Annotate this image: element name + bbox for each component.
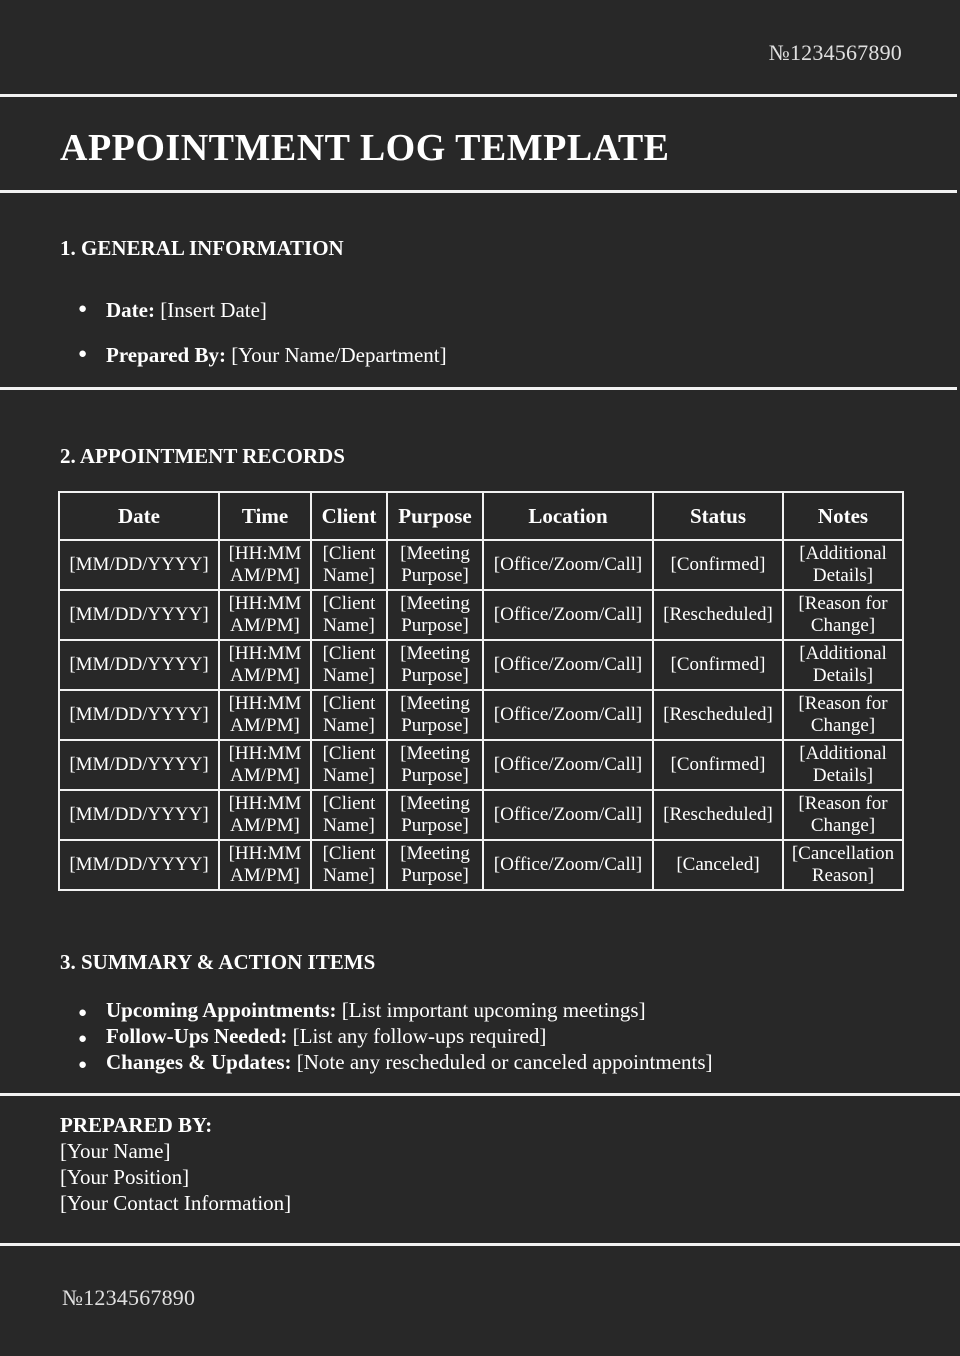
cell-date: [MM/DD/YYYY] [59, 790, 219, 840]
prepared-by-label: PREPARED BY: [60, 1113, 213, 1137]
cell-time: [HH:MM AM/PM] [219, 540, 311, 590]
cell-notes: [Additional Details] [783, 740, 903, 790]
cell-purpose: [Meeting Purpose] [387, 640, 483, 690]
divider [0, 1093, 960, 1096]
column-header-location: Location [483, 492, 653, 540]
cell-purpose: [Meeting Purpose] [387, 740, 483, 790]
cell-time: [HH:MM AM/PM] [219, 590, 311, 640]
cell-location: [Office/Zoom/Call] [483, 590, 653, 640]
preparer-name: [Your Name] [60, 1139, 171, 1163]
table-row [59, 840, 903, 890]
cell-status: [Rescheduled] [653, 690, 783, 740]
cell-purpose: [Meeting Purpose] [387, 690, 483, 740]
cell-notes: [Additional Details] [783, 640, 903, 690]
cell-time: [HH:MM AM/PM] [219, 690, 311, 740]
column-header-client: Client [311, 492, 387, 540]
cell-location: [Office/Zoom/Call] [483, 540, 653, 590]
cell-status: [Canceled] [653, 840, 783, 890]
cell-purpose: [Meeting Purpose] [387, 840, 483, 890]
section-heading-records: 2. APPOINTMENT RECORDS [60, 444, 345, 468]
cell-location: [Office/Zoom/Call] [483, 690, 653, 740]
cell-time: [HH:MM AM/PM] [219, 740, 311, 790]
cell-notes: [Reason for Change] [783, 790, 903, 840]
cell-date: [MM/DD/YYYY] [59, 590, 219, 640]
cell-purpose: [Meeting Purpose] [387, 790, 483, 840]
cell-client: [Client Name] [311, 640, 387, 690]
cell-date: [MM/DD/YYYY] [59, 690, 219, 740]
field-label: Prepared By: [106, 343, 226, 367]
prepared-by-block [60, 1112, 291, 1216]
field-value: [List important upcoming meetings] [336, 998, 646, 1022]
list-item [78, 298, 447, 323]
list-item [78, 343, 447, 368]
cell-client: [Client Name] [311, 790, 387, 840]
field-value: [Note any rescheduled or canceled appointments] [291, 1050, 713, 1074]
cell-client: [Client Name] [311, 690, 387, 740]
cell-notes: [Reason for Change] [783, 590, 903, 640]
section-heading-summary: 3. SUMMARY & ACTION ITEMS [60, 950, 376, 974]
field-value: [List any follow-ups required] [287, 1024, 547, 1048]
cell-client: [Client Name] [311, 540, 387, 590]
preparer-position: [Your Position] [60, 1165, 190, 1189]
table-row [59, 690, 903, 740]
list-item [78, 997, 713, 1023]
document-number-top: №1234567890 [768, 40, 902, 65]
cell-time: [HH:MM AM/PM] [219, 840, 311, 890]
divider [0, 190, 957, 193]
column-header-purpose: Purpose [387, 492, 483, 540]
appointment-table [58, 491, 904, 891]
cell-date: [MM/DD/YYYY] [59, 540, 219, 590]
cell-time: [HH:MM AM/PM] [219, 640, 311, 690]
cell-location: [Office/Zoom/Call] [483, 790, 653, 840]
cell-client: [Client Name] [311, 590, 387, 640]
field-label: Upcoming Appointments: [106, 998, 337, 1022]
cell-status: [Rescheduled] [653, 590, 783, 640]
divider [0, 94, 957, 97]
page-title: APPOINTMENT LOG TEMPLATE [60, 127, 670, 169]
column-header-date: Date [59, 492, 219, 540]
column-header-time: Time [219, 492, 311, 540]
field-label: Date: [106, 298, 155, 322]
cell-status: [Rescheduled] [653, 790, 783, 840]
cell-status: [Confirmed] [653, 640, 783, 690]
section-heading-general: 1. GENERAL INFORMATION [60, 236, 344, 260]
column-header-status: Status [653, 492, 783, 540]
general-info-list [78, 298, 447, 368]
cell-location: [Office/Zoom/Call] [483, 640, 653, 690]
field-value: [Insert Date] [154, 298, 267, 322]
cell-date: [MM/DD/YYYY] [59, 640, 219, 690]
field-label: Follow-Ups Needed: [106, 1024, 288, 1048]
divider [0, 387, 957, 390]
cell-notes: [Cancellation Reason] [783, 840, 903, 890]
cell-purpose: [Meeting Purpose] [387, 590, 483, 640]
list-item [78, 1023, 713, 1049]
cell-date: [MM/DD/YYYY] [59, 740, 219, 790]
table-header-row [59, 492, 903, 540]
cell-date: [MM/DD/YYYY] [59, 840, 219, 890]
table-row [59, 590, 903, 640]
table-row [59, 640, 903, 690]
preparer-contact: [Your Contact Information] [60, 1191, 292, 1215]
field-label: Changes & Updates: [106, 1050, 292, 1074]
cell-location: [Office/Zoom/Call] [483, 840, 653, 890]
cell-location: [Office/Zoom/Call] [483, 740, 653, 790]
cell-time: [HH:MM AM/PM] [219, 790, 311, 840]
table-row [59, 540, 903, 590]
cell-status: [Confirmed] [653, 540, 783, 590]
list-item [78, 1049, 713, 1075]
cell-client: [Client Name] [311, 740, 387, 790]
table-row [59, 740, 903, 790]
document-number-bottom: №1234567890 [62, 1285, 196, 1310]
cell-notes: [Additional Details] [783, 540, 903, 590]
cell-purpose: [Meeting Purpose] [387, 540, 483, 590]
table-row [59, 790, 903, 840]
column-header-notes: Notes [783, 492, 903, 540]
cell-status: [Confirmed] [653, 740, 783, 790]
field-value: [Your Name/Department] [225, 343, 447, 367]
divider [0, 1243, 960, 1246]
summary-list [78, 997, 713, 1075]
cell-client: [Client Name] [311, 840, 387, 890]
cell-notes: [Reason for Change] [783, 690, 903, 740]
